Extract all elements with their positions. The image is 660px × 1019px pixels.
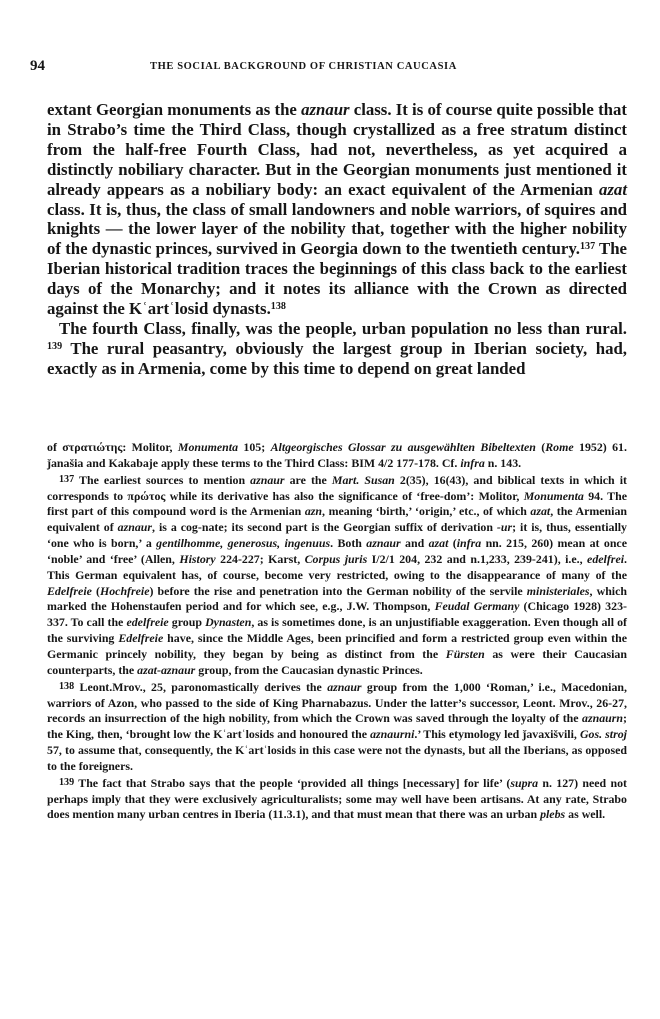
- footnotes: [47, 440, 627, 823]
- paragraph-fourth-class: The fourth Class, finally, was the people, urban population no less than rural. $^{139}$ The rural peasantry, obviously the largest group in Iberian society, had, exactly as in Armenia, come by this time to depend on great landed: [47, 318, 627, 378]
- running-title: THE SOCIAL BACKGROUND OF CHRISTIAN CAUCASIA: [150, 61, 457, 72]
- paragraph-third-class: extant Georgian monuments as the aznaur class. It is of course quite possible that in Strabo’s time the Third Class, though crystallized as a free stratum distinct from the half-free Fourth Class, had not, nevertheless, as yet acquired a distinctly nobiliary character. But in the Georgian monuments just mentioned it already appears as a nobiliary body: an exact equivalent of the Armenian azat class. It is, thus, the class of small landowners and noble warriors, of squires and knights — the lower layer of the nobility that, together with the higher nobility of the dynastic princes, survived in Georgia down to the twentieth century.$^{137}$ The Iberian historical tradition traces the beginnings of this class back to the earliest days of the Monarchy; and it notes its alliance with the Crown as directed against the Kʿartʿlosid dynasts.$^{138}$: [47, 100, 627, 319]
- footnote-ref-137: 137: [579, 241, 596, 253]
- footnote-number: 139: [59, 776, 75, 788]
- page-number: 94: [30, 58, 45, 74]
- footnote-138: 138 Leont.Mrov., 25, paronomastically derives the aznaur group from the 1,000 ‘Roman,’ i.e., Macedonian, warriors of Azon, who passed to the side of King Pharnabazus. Under the latter’s successor, Leont. Mrov., 26-27, records an insurrection of the high nobility, from which the Crown was saved through the loyalty of the aznaurn; the King, then, ‘brought low the Kʿartʿlosids and honoured the aznaurni.’ This etymology led ǰavaxišvili, Gos. stroj 57, to assume that, consequently, the Kʿartʿlosids in this case were not the dynasts, but all the Iberians, as opposed to the foreigners.: [47, 679, 627, 773]
- footnote-137: 137 The earliest sources to mention aznaur are the Mart. Susan 2(35), 16(43), and biblical texts in which it corresponds to πρώτος while its derivative has also the significance of ‘free-dom’: Molitor, Monumenta 94. The first part of this compound word is the Armenian azn, meaning ‘birth,’ ‘origin,’ etc., of which azat, the Armenian equivalent of aznaur, is a cog-nate; its second part is the Georgian suffix of derivation -ur; it is, thus, essentially ‘one who is born,’ a gentilhomme, generosus, ingenuus. Both aznaur and azat (infra nn. 215, 260) mean at once ‘noble’ and ‘free’ (Allen, History 224-227; Karst, Corpus juris I/2/1 204, 232 and n.1,233, 239-241), i.e., edelfrei. This German equivalent has, of course, become very restricted, owing to the disappearance of many of the Edelfreie (Hochfreie) before the rise and penetration into the German nobility of the servile ministeriales, which marked the Hohenstaufen period and for which see, e.g., J.W. Thompson, Feudal Germany (Chicago 1928) 323-337. To call the edelfreie group Dynasten, as is sometimes done, is an unjustifiable exaggeration. Even though all of the surviving Edelfreie have, since the Middle Ages, been princified and form a restricted group even within the Germanic princely nobility, they began by being as distinct from the Fürsten as were their Caucasian counterparts, the azat-aznaur group, from the Caucasian dynastic Princes.: [47, 472, 628, 677]
- main-text: [47, 100, 627, 379]
- footnote-number: 137: [59, 473, 75, 485]
- footnote-ref-139: 139: [47, 340, 63, 352]
- footnote-ref-138: 138: [270, 301, 286, 313]
- footnote-continuation: of στρατιώτης: Molitor, Monumenta 105; Altgeorgisches Glossar zu ausgewählten Bibeltexten (Rome 1952) 61. ǰanašia and Kakabaje apply these terms to the Third Class: BIM 4/2 177-178. Cf. infra n. 143.: [47, 440, 627, 470]
- footnote-number: 138: [59, 680, 75, 692]
- page-header: [30, 58, 630, 82]
- footnote-139: 139 The fact that Strabo says that the people ‘provided all things [necessary] for life’ (supra n. 127) need not perhaps imply that they were exclusively agriculturalists; some may well have been artisans. At any rate, Strabo does mention many urban centres in Iberia (11.3.1), and that must mean that there was an urban plebs as well.: [47, 775, 627, 822]
